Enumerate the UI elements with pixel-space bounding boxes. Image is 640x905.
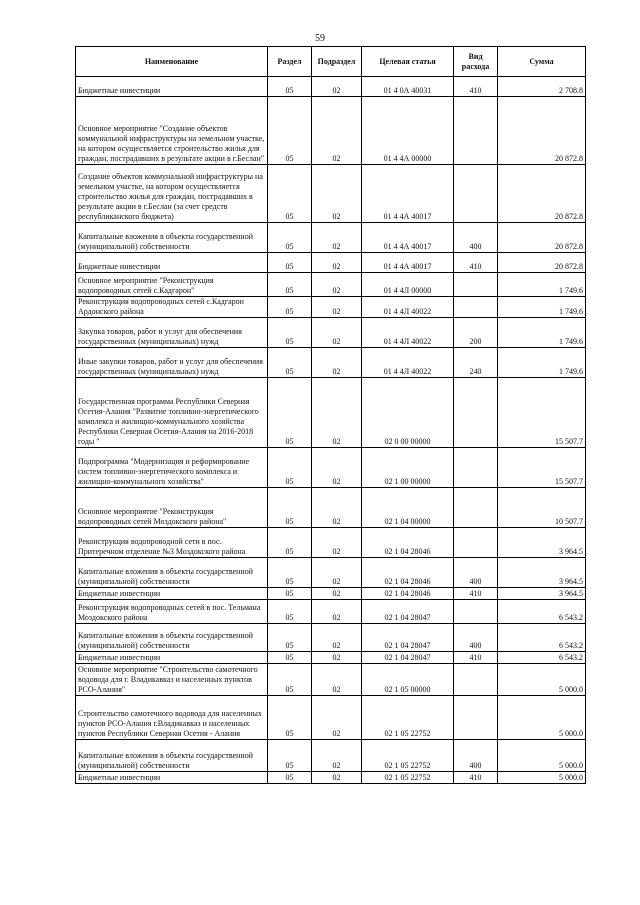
row-summa-cell: 1 749.6 [498, 297, 586, 318]
table-row [76, 696, 586, 740]
row-razdel-cell: 05 [268, 528, 312, 558]
table-row [76, 624, 586, 652]
row-tselevaya-cell: 02 1 04 28046 [362, 588, 454, 600]
row-podrazdel-cell: 02 [312, 528, 362, 558]
column-header-name: Наименование [76, 47, 268, 77]
row-razdel-cell: 05 [268, 488, 312, 528]
row-tselevaya-cell: 02 1 04 28047 [362, 600, 454, 624]
row-vid-cell [454, 696, 498, 740]
row-tselevaya-cell: 01 4 4Л 40022 [362, 348, 454, 378]
row-razdel-cell: 05 [268, 273, 312, 297]
row-summa-cell: 5 000.0 [498, 772, 586, 784]
table-row [76, 488, 586, 528]
row-name-cell: Подпрограмма "Модернизация и реформирование систем топливно-энергетического комплекса и жилищно-коммунального хозяйства" [76, 448, 268, 488]
row-razdel-cell: 05 [268, 223, 312, 253]
table-row [76, 253, 586, 273]
row-podrazdel-cell: 02 [312, 77, 362, 97]
row-tselevaya-cell: 02 1 05 22752 [362, 696, 454, 740]
row-vid-cell: 410 [454, 253, 498, 273]
row-vid-cell: 410 [454, 588, 498, 600]
row-tselevaya-cell: 02 1 04 28047 [362, 624, 454, 652]
row-podrazdel-cell: 02 [312, 378, 362, 448]
row-razdel-cell: 05 [268, 740, 312, 772]
row-tselevaya-cell: 01 4 4А 00000 [362, 97, 454, 165]
row-podrazdel-cell: 02 [312, 740, 362, 772]
column-header-tselevaya: Целевая статья [362, 47, 454, 77]
row-summa-cell: 20 872.8 [498, 97, 586, 165]
row-summa-cell: 15 507.7 [498, 378, 586, 448]
table-row [76, 772, 586, 784]
table-row [76, 318, 586, 348]
row-vid-cell: 400 [454, 223, 498, 253]
table-row [76, 273, 586, 297]
row-summa-cell: 20 872.8 [498, 223, 586, 253]
row-podrazdel-cell: 02 [312, 558, 362, 588]
row-tselevaya-cell: 01 4 4Л 40022 [362, 297, 454, 318]
row-razdel-cell: 05 [268, 652, 312, 664]
row-podrazdel-cell: 02 [312, 253, 362, 273]
table-row [76, 528, 586, 558]
row-podrazdel-cell: 02 [312, 273, 362, 297]
row-vid-cell: 400 [454, 740, 498, 772]
budget-table [75, 46, 586, 784]
row-tselevaya-cell: 01 4 4А 40017 [362, 253, 454, 273]
row-tselevaya-cell: 02 1 05 00000 [362, 664, 454, 696]
row-razdel-cell: 05 [268, 97, 312, 165]
table-row [76, 97, 586, 165]
row-name-cell: Основное мероприятие "Реконструкция водопроводных сетей Моздокского района" [76, 488, 268, 528]
row-summa-cell: 5 000.0 [498, 740, 586, 772]
row-podrazdel-cell: 02 [312, 624, 362, 652]
row-vid-cell [454, 273, 498, 297]
row-razdel-cell: 05 [268, 600, 312, 624]
row-name-cell: Капитальные вложения в объекты государственной (муниципальной) собственности [76, 223, 268, 253]
table-row [76, 223, 586, 253]
row-summa-cell: 15 507.7 [498, 448, 586, 488]
row-name-cell: Реконструкция водопроводных сетей с.Кадгарон Ардонского района [76, 297, 268, 318]
row-name-cell: Создание объектов коммунальной инфраструктуры на земельном участке, на котором осуществляется строительство жилья для граждан, пострадавших в результате акции в г.Беслан (за счет средств республиканского бюджета) [76, 165, 268, 223]
row-summa-cell: 3 964.5 [498, 588, 586, 600]
row-summa-cell: 1 749.6 [498, 273, 586, 297]
row-podrazdel-cell: 02 [312, 652, 362, 664]
table-row [76, 165, 586, 223]
row-summa-cell: 3 964.5 [498, 558, 586, 588]
table-header-row [76, 47, 586, 77]
table-row [76, 297, 586, 318]
row-razdel-cell: 05 [268, 624, 312, 652]
table-row [76, 664, 586, 696]
row-summa-cell: 2 708.8 [498, 77, 586, 97]
row-razdel-cell: 05 [268, 772, 312, 784]
row-vid-cell: 240 [454, 348, 498, 378]
row-vid-cell: 200 [454, 318, 498, 348]
row-razdel-cell: 05 [268, 253, 312, 273]
row-name-cell: Бюджетные инвестиции [76, 77, 268, 97]
row-razdel-cell: 05 [268, 77, 312, 97]
row-razdel-cell: 05 [268, 558, 312, 588]
row-vid-cell: 410 [454, 77, 498, 97]
row-vid-cell [454, 448, 498, 488]
row-summa-cell: 20 872.8 [498, 253, 586, 273]
row-name-cell: Капитальные вложения в объекты государственной (муниципальной) собственности [76, 558, 268, 588]
row-razdel-cell: 05 [268, 664, 312, 696]
page-number: 59 [315, 33, 325, 44]
row-name-cell: Бюджетные инвестиции [76, 652, 268, 664]
table-row [76, 740, 586, 772]
row-vid-cell: 410 [454, 772, 498, 784]
row-summa-cell: 6 543.2 [498, 624, 586, 652]
row-podrazdel-cell: 02 [312, 297, 362, 318]
row-vid-cell [454, 488, 498, 528]
row-name-cell: Бюджетные инвестиции [76, 588, 268, 600]
row-tselevaya-cell: 01 4 4Л 40022 [362, 318, 454, 348]
row-tselevaya-cell: 02 1 04 28046 [362, 558, 454, 588]
row-tselevaya-cell: 02 1 05 22752 [362, 772, 454, 784]
row-vid-cell [454, 528, 498, 558]
row-tselevaya-cell: 01 4 0А 40031 [362, 77, 454, 97]
row-tselevaya-cell: 01 4 4А 40017 [362, 223, 454, 253]
row-summa-cell: 3 964.5 [498, 528, 586, 558]
row-podrazdel-cell: 02 [312, 97, 362, 165]
row-tselevaya-cell: 02 1 00 00000 [362, 448, 454, 488]
row-summa-cell: 6 543.2 [498, 652, 586, 664]
table-row [76, 600, 586, 624]
row-vid-cell [454, 297, 498, 318]
row-vid-cell [454, 664, 498, 696]
row-tselevaya-cell: 02 0 00 00000 [362, 378, 454, 448]
row-razdel-cell: 05 [268, 696, 312, 740]
row-razdel-cell: 05 [268, 448, 312, 488]
row-tselevaya-cell: 02 1 04 28046 [362, 528, 454, 558]
row-podrazdel-cell: 02 [312, 488, 362, 528]
row-name-cell: Бюджетные инвестиции [76, 772, 268, 784]
row-name-cell: Реконструкция водопроводных сетей в пос. Тельмана Моздокского района [76, 600, 268, 624]
table-row [76, 558, 586, 588]
row-razdel-cell: 05 [268, 165, 312, 223]
row-podrazdel-cell: 02 [312, 348, 362, 378]
row-name-cell: Бюджетные инвестиции [76, 253, 268, 273]
table-row [76, 588, 586, 600]
row-razdel-cell: 05 [268, 318, 312, 348]
row-podrazdel-cell: 02 [312, 165, 362, 223]
row-razdel-cell: 05 [268, 297, 312, 318]
row-name-cell: Строительство самотечного водовода для населенных пунктов РСО-Алания г.Владикавказ и населенных пунктов Республики Северная Осетия - Алания [76, 696, 268, 740]
row-podrazdel-cell: 02 [312, 448, 362, 488]
row-summa-cell: 5 000.0 [498, 696, 586, 740]
row-name-cell: Реконструкция водопроводной сети в пос. Притеречном отделение №3 Моздокского района [76, 528, 268, 558]
column-header-summa: Сумма [498, 47, 586, 77]
row-podrazdel-cell: 02 [312, 600, 362, 624]
row-razdel-cell: 05 [268, 378, 312, 448]
table-row [76, 348, 586, 378]
row-name-cell: Капитальные вложения в объекты государственной (муниципальной) собственности [76, 624, 268, 652]
row-name-cell: Основное мероприятие "Создание объектов коммунальной инфраструктуры на земельном участке, на котором осуществляется строительство жилья для граждан, пострадавших в результате акции в г.Беслан" [76, 97, 268, 165]
table-row [76, 378, 586, 448]
column-header-vid: Вид расхода [454, 47, 498, 77]
row-podrazdel-cell: 02 [312, 223, 362, 253]
row-summa-cell: 10 507.7 [498, 488, 586, 528]
row-tselevaya-cell: 01 4 4Л 00000 [362, 273, 454, 297]
row-vid-cell [454, 600, 498, 624]
row-summa-cell: 1 749.6 [498, 318, 586, 348]
row-podrazdel-cell: 02 [312, 696, 362, 740]
row-podrazdel-cell: 02 [312, 318, 362, 348]
table-row [76, 77, 586, 97]
row-tselevaya-cell: 02 1 05 22752 [362, 740, 454, 772]
row-name-cell: Основное мероприятие "Строительство самотечного водовода для г. Владикавказ и населенных пунктов РСО-Алания" [76, 664, 268, 696]
row-summa-cell: 1 749.6 [498, 348, 586, 378]
row-podrazdel-cell: 02 [312, 664, 362, 696]
column-header-podrazdel: Подраздел [312, 47, 362, 77]
row-tselevaya-cell: 02 1 04 28047 [362, 652, 454, 664]
row-summa-cell: 6 543.2 [498, 600, 586, 624]
row-name-cell: Государственная программа Республики Северная Осетия-Алания "Развитие топливно-энергетического комплекса и жилищно-коммунального хозяйства Республики Северная Осетия-Алания на 2016-2018 годы " [76, 378, 268, 448]
table-row [76, 448, 586, 488]
row-vid-cell [454, 165, 498, 223]
row-podrazdel-cell: 02 [312, 772, 362, 784]
row-vid-cell: 410 [454, 652, 498, 664]
table-row [76, 652, 586, 664]
row-vid-cell [454, 97, 498, 165]
row-summa-cell: 20 872.8 [498, 165, 586, 223]
row-summa-cell: 5 000.0 [498, 664, 586, 696]
row-tselevaya-cell: 02 1 04 00000 [362, 488, 454, 528]
column-header-razdel: Раздел [268, 47, 312, 77]
row-vid-cell [454, 378, 498, 448]
row-name-cell: Закупка товаров, работ и услуг для обеспечения государственных (муниципальных) нужд [76, 318, 268, 348]
row-name-cell: Иные закупки товаров, работ и услуг для обеспечения государственных (муниципальных) нужд [76, 348, 268, 378]
row-name-cell: Основное мероприятие "Реконструкция водопроводных сетей с.Кадгарон" [76, 273, 268, 297]
row-razdel-cell: 05 [268, 348, 312, 378]
row-razdel-cell: 05 [268, 588, 312, 600]
row-vid-cell: 400 [454, 624, 498, 652]
row-vid-cell: 400 [454, 558, 498, 588]
row-podrazdel-cell: 02 [312, 588, 362, 600]
row-name-cell: Капитальные вложения в объекты государственной (муниципальной) собственности [76, 740, 268, 772]
row-tselevaya-cell: 01 4 4А 40017 [362, 165, 454, 223]
